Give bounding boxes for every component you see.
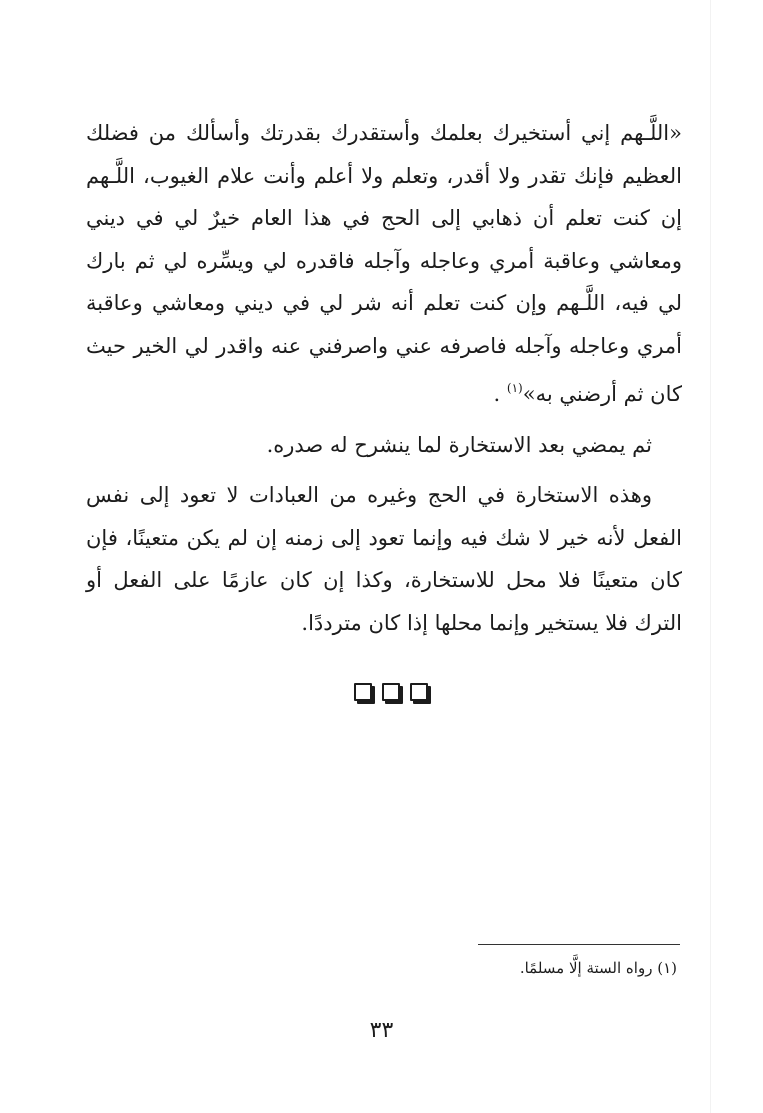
separator-square-icon bbox=[354, 683, 372, 701]
footnote-divider bbox=[478, 944, 680, 945]
after-istikhara-paragraph: ثم يمضي بعد الاستخارة لما ينشرح له صدره. bbox=[266, 432, 652, 457]
footnote-marker: (١) bbox=[657, 959, 677, 977]
footnote-reference: (١) bbox=[506, 381, 523, 395]
section-separator bbox=[354, 683, 428, 701]
page-number: ٣٣ bbox=[369, 1018, 394, 1043]
istikhara-dua-paragraph bbox=[86, 112, 682, 416]
footnote-text: رواه الستة إلَّا مسلمًا. bbox=[519, 959, 653, 977]
dua-end-period: . bbox=[493, 382, 501, 406]
main-text bbox=[86, 112, 682, 644]
dua-text: «اللَّـهم إني أستخيرك بعلمك وأستقدرك بقدرتك وأسألك من فضلك العظيم فإنك تقدر ولا أقدر، وتعلم ولا أعلم وأنت علام الغيوب، اللَّـهم إن كنت تعلم أن ذهابي إلى الحج في هذا العام خيرٌ لي في ديني ومعاشي وعاقبة أمري وعاجله وآجله فاقدره لي ويسِّره لي ثم بارك لي فيه، اللَّـهم وإن كنت تعلم أنه شر لي في ديني ومعاشي وعاقبة أمري وعاجله وآجله فاصرفه عني واصرفني عنه واقدر لي الخير حيث كان ثم أرضني به» bbox=[86, 121, 682, 406]
istikhara-note-paragraph: وهذه الاستخارة في الحج وغيره من العبادات لا تعود إلى نفس الفعل لأنه خير لا شك فيه وإنما تعود إلى زمنه إن لم يكن متعينًا، فإن كان متعينًا فلا محل للاستخارة، وكذا إن كان عازمًا على الفعل أو الترك فلا يستخير وإنما محلها إذا كان مترددًا. bbox=[86, 483, 682, 635]
footnote bbox=[520, 956, 677, 980]
separator-square-icon bbox=[410, 683, 428, 701]
separator-square-icon bbox=[382, 683, 400, 701]
page-edge-line bbox=[710, 0, 711, 1113]
